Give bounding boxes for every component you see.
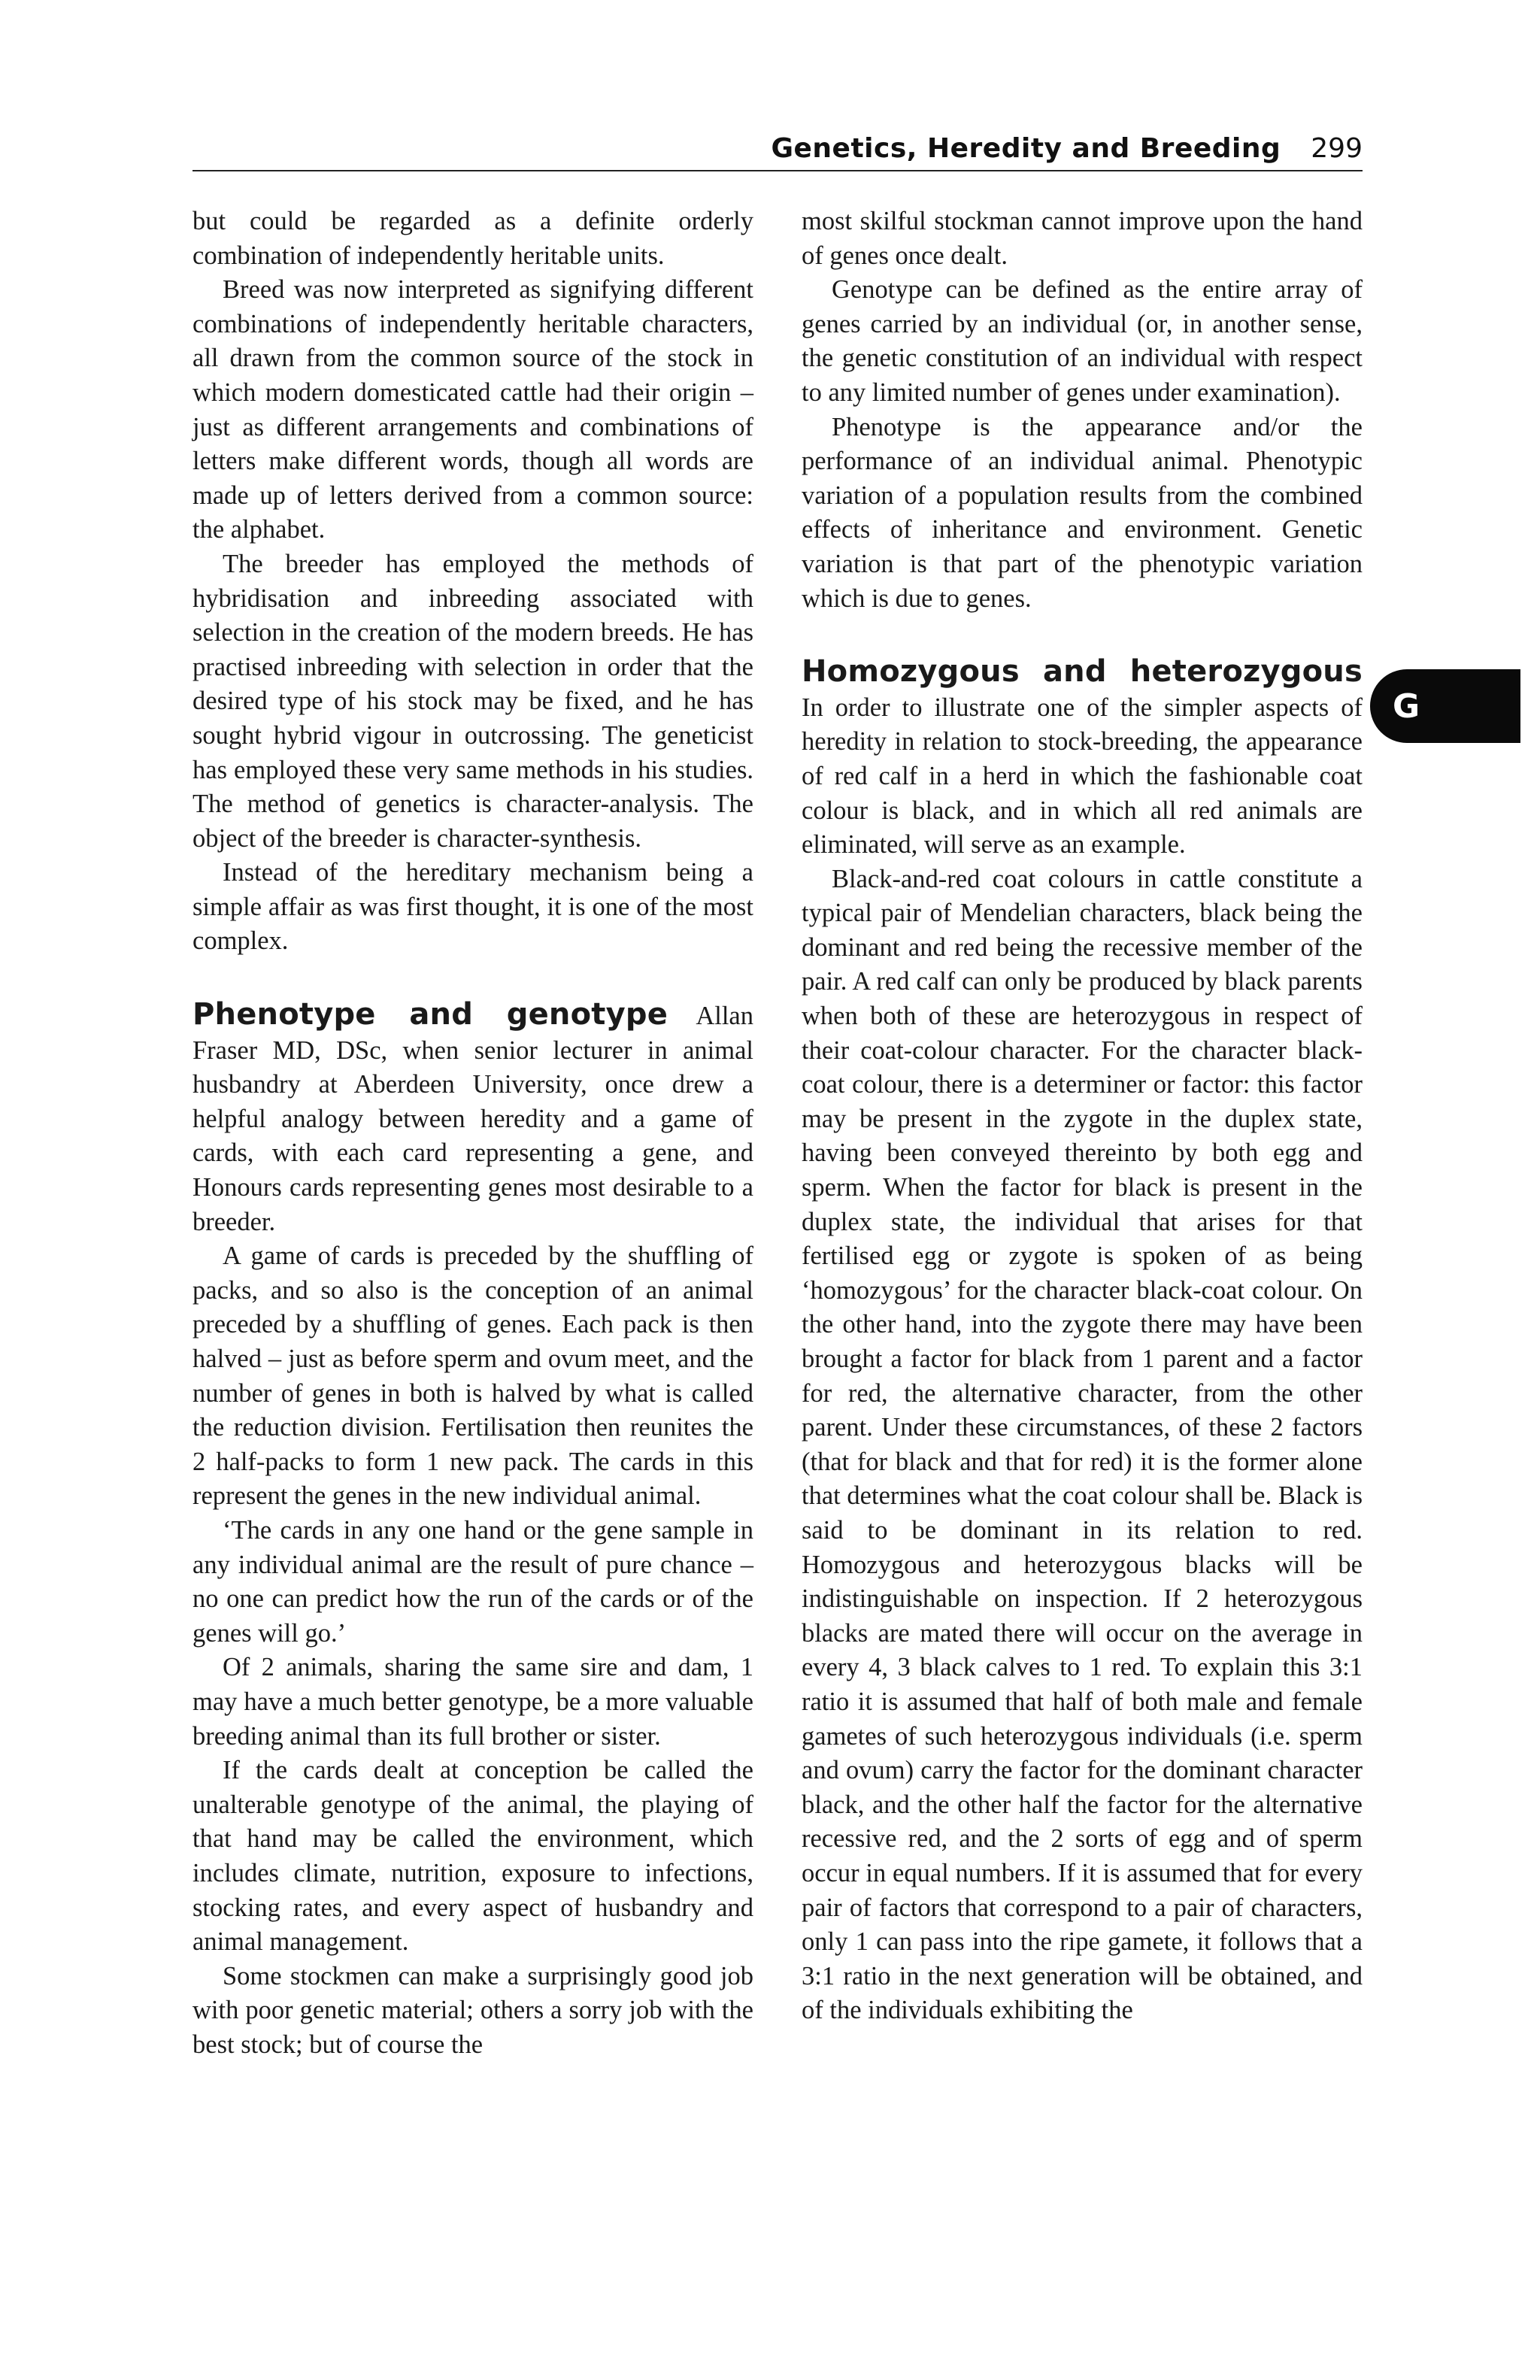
thumb-tab-letter: G bbox=[1393, 687, 1420, 726]
left-column bbox=[192, 205, 753, 2062]
paragraph: Instead of the hereditary mechanism being a simple affair as was first thought, it is one of the most complex. bbox=[192, 858, 753, 956]
entry-heading-phenotype: Phenotype and genotype bbox=[192, 997, 668, 1032]
paragraph: Of 2 animals, sharing the same sire and dam, 1 may have a much better genotype, be a more valuable breeding animal than its full brother or sister. bbox=[192, 1653, 753, 1751]
paragraph: Black-and-red coat colours in cattle constitute a typical pair of Mendelian characters, black being the dominant and red being the recessive member of the pair. A red calf can only be produced by black parents when both of these are heterozygous in respect of their coat-colour character. For the character black-coat colour, there is a determiner or factor: this factor may be present in the zygote in the duplex state, having been conveyed thereinto by both egg and sperm. When the factor for black is present in the duplex state, the individual that arises for that fertilised egg or zygote is spoken of as being ‘homozygous’ for the character black-coat colour. On the other hand, into the zygote there may have been brought a factor for black from 1 parent and a factor for red, the alternative character, from the other parent. Under these circumstances, of these 2 factors (that for black and that for red) it is the former alone that determines what the coat colour shall be. Black is said to be dominant in its relation to red. Homozygous and heterozygous blacks will be indistinguishable on inspection. If 2 heterozygous blacks are mated there will occur on the average in every 4, 3 black calves to 1 red. To explain this 3:1 ratio it is assumed that half of both male and female gametes of such heterozygous individuals (i.e. sperm and ovum) carry the factor for the dominant character black, and the other half the factor for the alternative recessive red, and the 2 sorts of egg and of sperm occur in equal numbers. If it is assumed that for every pair of factors that correspond to a pair of characters, only 1 can pass into the ripe gamete, it follows that a 3:1 ratio in the next generation will be obtained, and of the individuals exhibiting the bbox=[802, 864, 1363, 2025]
entry-paragraph bbox=[802, 655, 1363, 863]
entry-text: Allan Fraser MD, DSc, when senior lecturer in animal husbandry at Aberdeen University, once drew a helpful analogy between heredity and a game of cards, with each card representing a gene, and Honours cards representing genes most desirable to a breeder. bbox=[192, 1002, 753, 1236]
entry-heading-homozygous: Homozygous and heterozygous bbox=[802, 654, 1363, 690]
paragraph: but could be regarded as a definite orderly combination of independently heritable units. bbox=[192, 207, 753, 270]
right-column bbox=[802, 205, 1363, 2028]
paragraph: most skilful stockman cannot improve upon the hand of genes once dealt. bbox=[802, 207, 1363, 270]
paragraph: Genotype can be defined as the entire array of genes carried by an individual (or, in another sense, the genetic constitution of an individual with respect to any limited number of genes under examination). bbox=[802, 275, 1363, 407]
paragraph: Some stockmen can make a surprisingly good job with poor genetic material; others a sorry job with the best stock; but of course the bbox=[192, 1961, 753, 2059]
paragraph: The breeder has employed the methods of hybridisation and inbreeding associated with selection in the creation of the modern breeds. He has practised inbreeding with selection in order that the desired type of his stock may be fixed, and he has sought hybrid vigour in outcrossing. The geneticist has employed these very same methods in his studies. The method of genetics is character-analysis. The object of the breeder is character-synthesis. bbox=[192, 549, 753, 853]
paragraph: A game of cards is preceded by the shuffling of packs, and so also is the conception of an animal preceded by a shuffling of genes. Each pack is then halved – just as before sperm and ovum meet, and the number of genes in both is halved by what is called the reduction division. Fertilisation then reunites the 2 half-packs to form 1 new pack. The cards in this represent the genes in the new individual animal. bbox=[192, 1242, 753, 1511]
section-thumb-tab bbox=[1370, 669, 1520, 743]
running-head bbox=[192, 126, 1363, 171]
page-number: 299 bbox=[1311, 133, 1363, 164]
entry-paragraph bbox=[192, 998, 753, 1239]
running-head-title: Genetics, Heredity and Breeding bbox=[771, 133, 1281, 164]
entry-text: In order to illustrate one of the simpler aspects of heredity in relation to stock-breeding, the appearance of red calf in a herd in which the fashionable coat colour is black, and in which all red animals are eliminated, will serve as an example. bbox=[802, 693, 1363, 860]
paragraph: ‘The cards in any one hand or the gene sample in any individual animal are the result of pure chance – no one can predict how the run of the cards or of the genes will go.’ bbox=[192, 1515, 753, 1648]
paragraph: If the cards dealt at conception be called the unalterable genotype of the animal, the playing of that hand may be called the environment, which includes climate, nutrition, exposure to infections, stocking rates, and every aspect of husbandry and animal management. bbox=[192, 1756, 753, 1957]
paragraph: Breed was now interpreted as signifying different combinations of independently heritable characters, all drawn from the common source of the stock in which modern domesticated cattle had their origin – just as different arrangements and combinations of letters make different words, though all words are made up of letters derived from a common source: the alphabet. bbox=[192, 275, 753, 544]
paragraph: Phenotype is the appearance and/or the performance of an individual animal. Phenotypic variation of a population results from the combined effects of inheritance and environment. Genetic variation is that part of the phenotypic variation which is due to genes. bbox=[802, 412, 1363, 613]
